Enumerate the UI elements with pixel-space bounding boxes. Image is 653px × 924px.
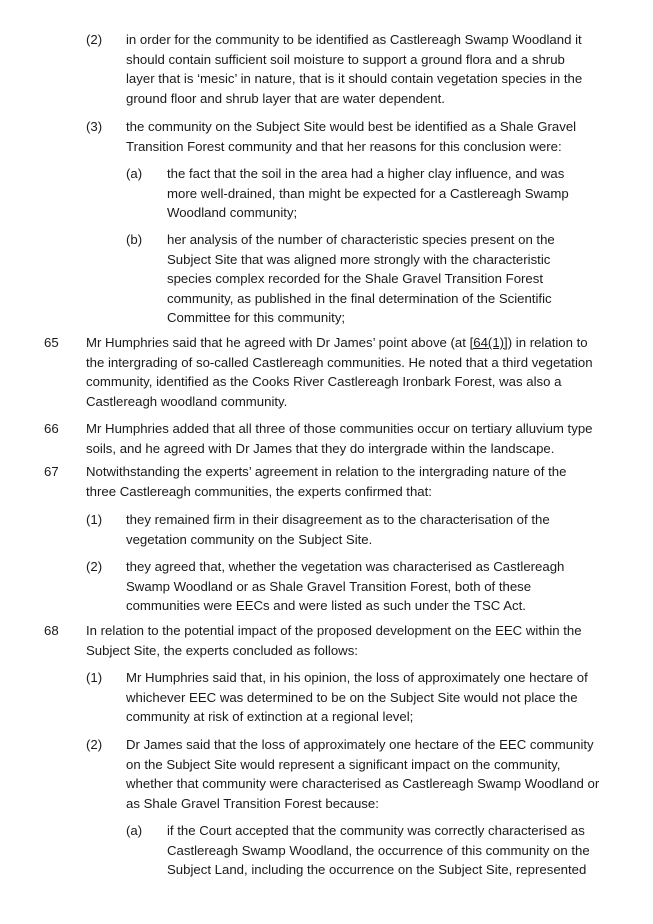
paragraph-text: her analysis of the number of characteristic species present on the Subject Site that was aligned more strongly with the characteristic species complex recorded for the Shale Gravel Transition Forest community, as published in the final determination of the Scientific Committee for this community; [167,232,555,326]
paragraph-number: 67 [44,464,59,479]
cross-reference-link[interactable]: [64(1)] [469,335,508,350]
paragraph-text: the community on the Subject Site would best be identified as a Shale Gravel Transition Forest community and that her reasons for this conclusion were: [126,119,577,154]
paragraph-text: Mr Humphries said that he agreed with Dr James’ point above (at [64(1)]) in relation to the intergrading of so-called Castlereagh communities. He noted that a third vegetation community, identified as the Cooks River Castlereagh Ironbark Forest, was also a Castlereagh woodland community. [86,335,593,409]
paragraph-text: Dr James said that the loss of approximately one hectare of the EEC community on the Subject Site would represent a significant impact on the community, whether that community were characterised as Castlereagh Swamp Woodland or as Shale Gravel Transition Forest because: [126,737,600,811]
paragraph-label: (2) [86,32,103,47]
paragraph-text: if the Court accepted that the community was correctly characterised as Castlereagh Swamp Woodland, the occurrence of this community on the Subject Land, including the occurrence on the Subject Site, represented [167,823,590,878]
paragraph-label: (b) [126,232,143,247]
paragraph-text: in order for the community to be identified as Castlereagh Swamp Woodland it should contain sufficient soil moisture to support a ground flora and a shrub layer that is ‘mesic’ in nature, that is it should contain vegetation species in the ground floor and shrub layer that are water dependent. [126,32,583,106]
paragraph-text: they agreed that, whether the vegetation was characterised as Castlereagh Swamp Woodland or as Shale Gravel Transition Forest, both of these communities were EECs and were listed as such under the TSC Act. [126,559,565,614]
paragraph-label: (2) [86,559,103,574]
paragraph-label: (a) [126,166,143,181]
paragraph-label: (1) [86,512,103,527]
paragraph-number: 65 [44,335,59,350]
paragraph-text: Notwithstanding the experts’ agreement in relation to the intergrading nature of the three Castlereagh communities, the experts confirmed that: [86,464,567,499]
paragraph-text: they remained firm in their disagreement as to the characterisation of the vegetation community on the Subject Site. [126,512,550,547]
paragraph-label: (1) [86,670,103,685]
paragraph-label: (a) [126,823,143,838]
paragraph-text: the fact that the soil in the area had a higher clay influence, and was more well-drained, than might be expected for a Castlereagh Swamp Woodland community; [167,166,569,221]
paragraph-label: (3) [86,119,103,134]
paragraph-text: Mr Humphries added that all three of those communities occur on tertiary alluvium type soils, and he agreed with Dr James that they do intergrade within the landscape. [86,421,593,456]
paragraph-text: Mr Humphries said that, in his opinion, the loss of approximately one hectare of whichever EEC was determined to be on the Subject Site would not place the community at risk of extinction at a regional level; [126,670,588,725]
paragraph-number: 66 [44,421,59,436]
paragraph-label: (2) [86,737,103,752]
paragraph-number: 68 [44,623,59,638]
paragraph-text: In relation to the potential impact of the proposed development on the EEC within the Subject Site, the experts concluded as follows: [86,623,582,658]
